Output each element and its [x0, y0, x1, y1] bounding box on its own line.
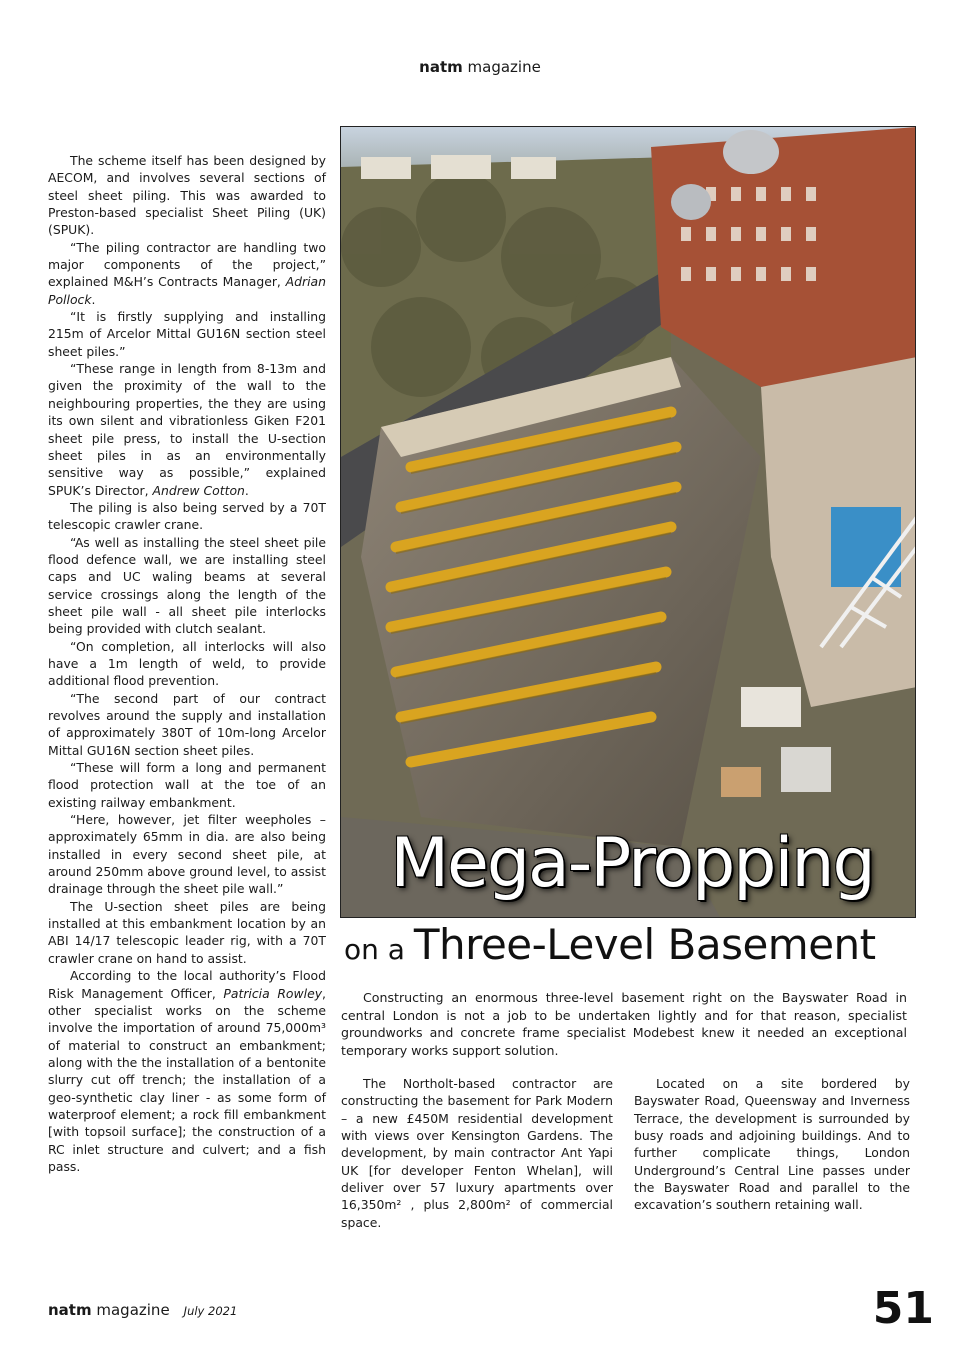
quoted-person-name: Patricia Rowley [223, 985, 323, 1001]
quoted-person-name: Adrian Pollock [48, 274, 326, 307]
article-subtitle [344, 920, 924, 969]
left-paragraph-text: The U-section sheet piles are being installed at this embankment location by an ABI 14/17 telescopic leader rig, with a 70T crawler crane on hand to assist. [48, 898, 326, 966]
left-paragraph-text: The scheme itself has been designed by AECOM, and involves several sections of steel sheet piling. This was awarded to Preston-based specialist Sheet Piling (UK) (SPUK). [48, 153, 326, 238]
left-paragraph-text: “It is firstly supplying and installing 215m of Arcelor Mittal GU16N section steel sheet piles.” [48, 309, 326, 359]
left-paragraph-text: The piling is also being served by a 70T telescopic crawler crane. [48, 499, 326, 533]
left-paragraph [48, 239, 326, 308]
left-paragraph-text: “Here, however, jet filter weepholes – approximately 65mm in dia. are also being installed in every second sheet pile, at around 250mm above ground level, to assist drainage through the sheet pile wall.” [48, 812, 326, 897]
left-column [48, 152, 326, 1175]
running-footer [48, 1301, 237, 1319]
middle-paragraph: The Northolt-based contractor are constructing the basement for Park Modern – a new £450M residential development with views over Kensington Gardens. The development, by main contractor Ant Yapi UK [for developer Fenton Whelan], will deliver over 57 luxury apartments over 16,350m² , plus 2,800m² of commercial space. [341, 1076, 613, 1230]
left-paragraph [48, 308, 326, 360]
left-paragraph-text: “These range in length from 8-13m and given the proximity of the wall to the neighbouring properties, the they are using its own silent and vibrationless Giken F201 sheet pile press, to install the U-section sheet piles in as an environmentally sensitive way as possible,” explained SPUK’s Director, [48, 361, 326, 498]
left-paragraph [48, 759, 326, 811]
page-number: 51 [872, 1283, 934, 1334]
right-paragraph: Located on a site bordered by Bayswater Road, Queensway and Inverness Terrace, the development is surrounded by busy roads and adjoining buildings. And to further complicate things, London Underground’s Central Line passes under the Bayswater Road and parallel to the excavation’s southern retaining wall. [634, 1076, 910, 1213]
left-paragraph-tail: , other specialist works on the scheme involve the importation of around 75,000m³ of material to construct an embankment; along with the the installation of a bentonite slurry cut off trench; the installation of a geo-synthetic clay liner - as some form of waterproof element; a rock fill embankment [with topsoil surface]; the construction of a RC inlet structure and culvert; and a fish pass. [48, 985, 326, 1174]
left-paragraph [48, 360, 326, 499]
left-paragraph-text: “The piling contractor are handling two major components of the project,” explained M&H’s Contracts Manager, [48, 239, 326, 290]
construction-photo [340, 126, 916, 918]
intro-paragraph: Constructing an enormous three-level basement right on the Bayswater Road in central London is not a job to be undertaken lightly and for that reason, specialist groundworks and concrete frame specialist Modebest knew it needed an exceptional temporary works support solution. [341, 990, 907, 1058]
left-paragraph-tail: . [91, 291, 96, 307]
left-paragraph-text: “These will form a long and permanent flood protection wall at the toe of an existing railway embankment. [48, 760, 326, 810]
left-paragraph [48, 499, 326, 534]
left-paragraph [48, 811, 326, 898]
quoted-person-name: Andrew Cotton [152, 482, 245, 498]
left-paragraph [48, 898, 326, 967]
article-intro [341, 989, 907, 1059]
header-brand-rest: magazine [462, 58, 541, 76]
subtitle-main: Three-Level Basement [413, 920, 876, 969]
footer-date: July 2021 [183, 1304, 238, 1318]
footer-brand-bold: natm [48, 1301, 92, 1319]
header-brand-bold: natm [419, 58, 463, 76]
left-paragraph-tail: . [244, 482, 249, 498]
article-title: Mega-Propping [390, 824, 874, 903]
left-paragraph-text: According to the local authority’s Flood Risk Management Officer, [48, 968, 326, 1001]
subtitle-prefix: on a [344, 933, 414, 966]
left-paragraph [48, 534, 326, 638]
left-paragraph [48, 152, 326, 239]
right-column [634, 1075, 910, 1214]
left-paragraph-text: “The second part of our contract revolves around the supply and installation of approximately 380T of 10m-long Arcelor Mittal GU16N section sheet piles. [48, 690, 326, 758]
footer-brand-rest: magazine [91, 1301, 170, 1319]
left-paragraph-text: “On completion, all interlocks will also have a 1m length of weld, to provide additional flood prevention. [48, 638, 326, 689]
left-paragraph-text: “As well as installing the steel sheet pile flood defence wall, we are installing steel caps and UC waling beams at several service crossings along the length of the sheet pile wall - all sheet pile interlocks being provided with clutch sealant. [48, 534, 326, 637]
left-paragraph [48, 638, 326, 690]
aerial-construction-photo-icon [341, 127, 916, 918]
left-paragraph [48, 690, 326, 759]
middle-column [341, 1075, 613, 1231]
running-header [0, 58, 960, 76]
left-paragraph [48, 967, 326, 1175]
